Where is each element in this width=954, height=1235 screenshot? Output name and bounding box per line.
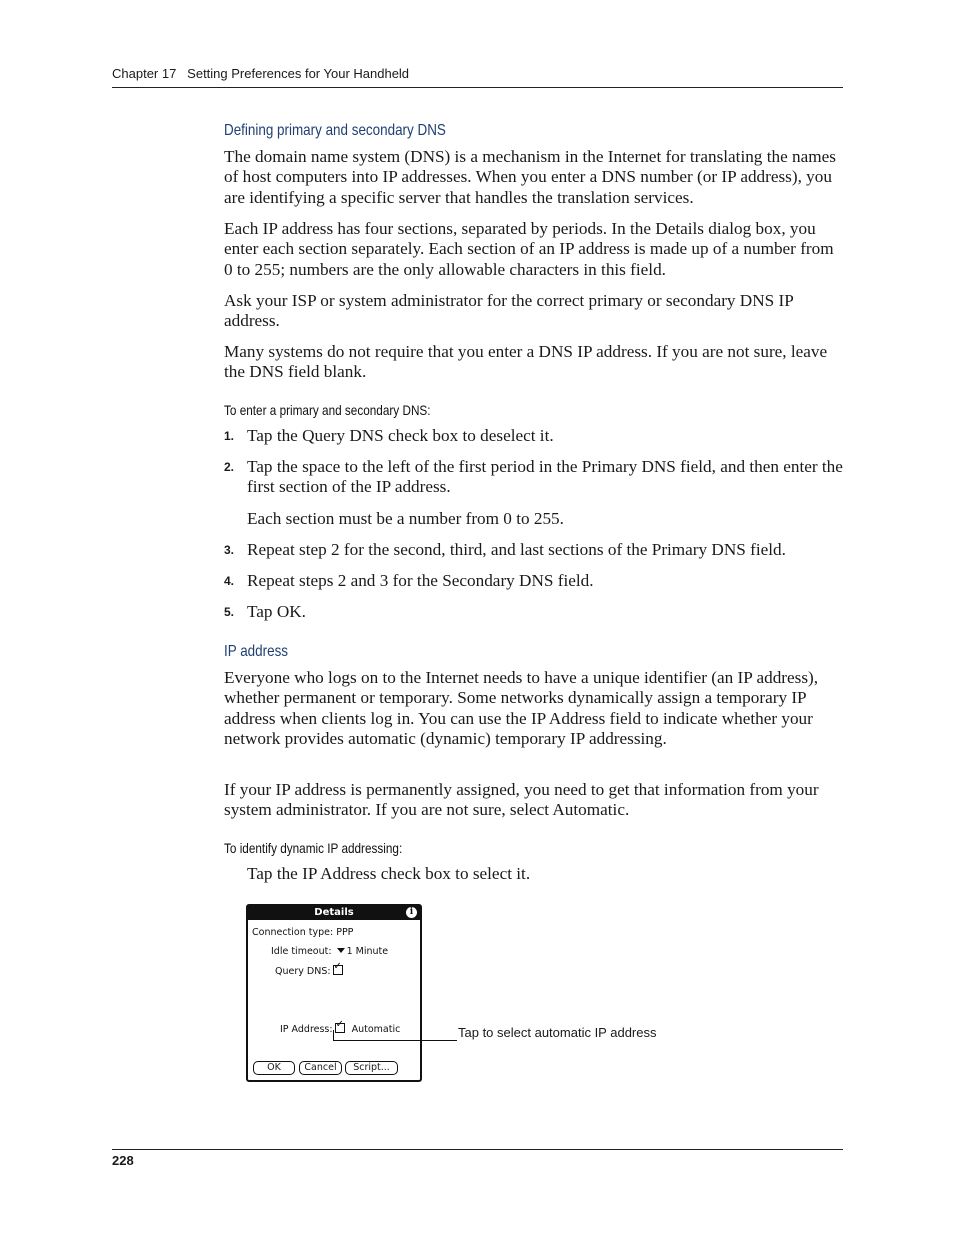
query-dns-label: Query DNS: <box>275 966 331 977</box>
footer-rule <box>112 1149 843 1150</box>
info-icon[interactable]: i <box>406 907 417 918</box>
chapter-title: Setting Preferences for Your Handheld <box>187 66 410 81</box>
paragraph: The domain name system (DNS) is a mechanism in the Internet for translating the names of host computers into IP addresses. When you enter a DNS number (or IP address), you are identifying a specific server that handles the translation services. <box>224 147 836 207</box>
details-dialog <box>246 904 422 1082</box>
query-dns-row <box>275 965 343 977</box>
step-number: 5. <box>224 605 235 619</box>
ip-address-value: Automatic <box>351 1024 401 1035</box>
section-heading-ip: IP address <box>224 643 289 660</box>
header-rule <box>112 87 843 88</box>
ip-address-label: IP Address: <box>280 1024 333 1035</box>
paragraph: Everyone who logs on to the Internet needs to have a unique identifier (an IP address), whether permanent or temporary. Some networks dynamically assign a temporary IP address when clients log in. You can use the IP Address field to indicate whether your network provides automatic (dynamic) temporary IP addressing. <box>224 668 819 748</box>
idle-timeout-label: Idle timeout: <box>271 946 332 957</box>
connection-type: Connection type: PPP <box>252 927 354 938</box>
query-dns-checkbox[interactable] <box>333 965 343 975</box>
callout-text: Tap to select automatic IP address <box>458 1025 657 1040</box>
paragraph: If your IP address is permanently assigned, you need to get that information from your system administrator. If you are not sure, select Automatic. <box>224 780 819 820</box>
ip-address-checkbox[interactable] <box>335 1023 345 1033</box>
ip-address-row <box>280 1023 400 1035</box>
step-text: Repeat step 2 for the second, third, and last sections of the Primary DNS field. <box>247 540 786 559</box>
callout-leader-horizontal <box>333 1040 457 1041</box>
dropdown-arrow-icon[interactable] <box>337 948 345 953</box>
step-note: Each section must be a number from 0 to 255. <box>247 509 564 528</box>
dialog-title-bar <box>248 906 420 920</box>
step-number: 4. <box>224 574 235 588</box>
section-heading-dns: Defining primary and secondary DNS <box>224 122 446 139</box>
step-text: Repeat steps 2 and 3 for the Secondary DNS field. <box>247 571 594 590</box>
step-text: Tap the IP Address check box to select it. <box>247 864 531 883</box>
cancel-button[interactable]: Cancel <box>299 1061 342 1075</box>
page-number: 228 <box>112 1153 134 1168</box>
step-number: 2. <box>224 460 235 474</box>
chapter-label: Chapter 17 <box>112 66 177 81</box>
step-number: 1. <box>224 429 235 443</box>
running-header <box>112 66 409 81</box>
script-button[interactable]: Script... <box>345 1061 398 1075</box>
ok-button[interactable]: OK <box>253 1061 295 1075</box>
step-number: 3. <box>224 543 235 557</box>
dialog-title: Details <box>314 907 354 918</box>
step-text: Tap the Query DNS check box to deselect it. <box>247 426 554 445</box>
step-text: Tap OK. <box>247 602 306 621</box>
idle-timeout-row <box>271 946 388 957</box>
paragraph: Each IP address has four sections, separated by periods. In the Details dialog box, you enter each section separately. Each section of an IP address is made up of a number from 0 to 255; numbers are the only allowable characters in this field. <box>224 219 834 279</box>
procedure-heading-dns: To enter a primary and secondary DNS: <box>224 402 431 418</box>
step-text: Tap the space to the left of the first period in the Primary DNS field, and then enter the first section of the IP address. <box>247 457 843 497</box>
paragraph: Many systems do not require that you enter a DNS IP address. If you are not sure, leave the DNS field blank. <box>224 342 828 382</box>
idle-timeout-value[interactable]: 1 Minute <box>346 946 389 957</box>
paragraph: Ask your ISP or system administrator for the correct primary or secondary DNS IP address. <box>224 291 794 331</box>
procedure-heading-ip: To identify dynamic IP addressing: <box>224 840 403 856</box>
